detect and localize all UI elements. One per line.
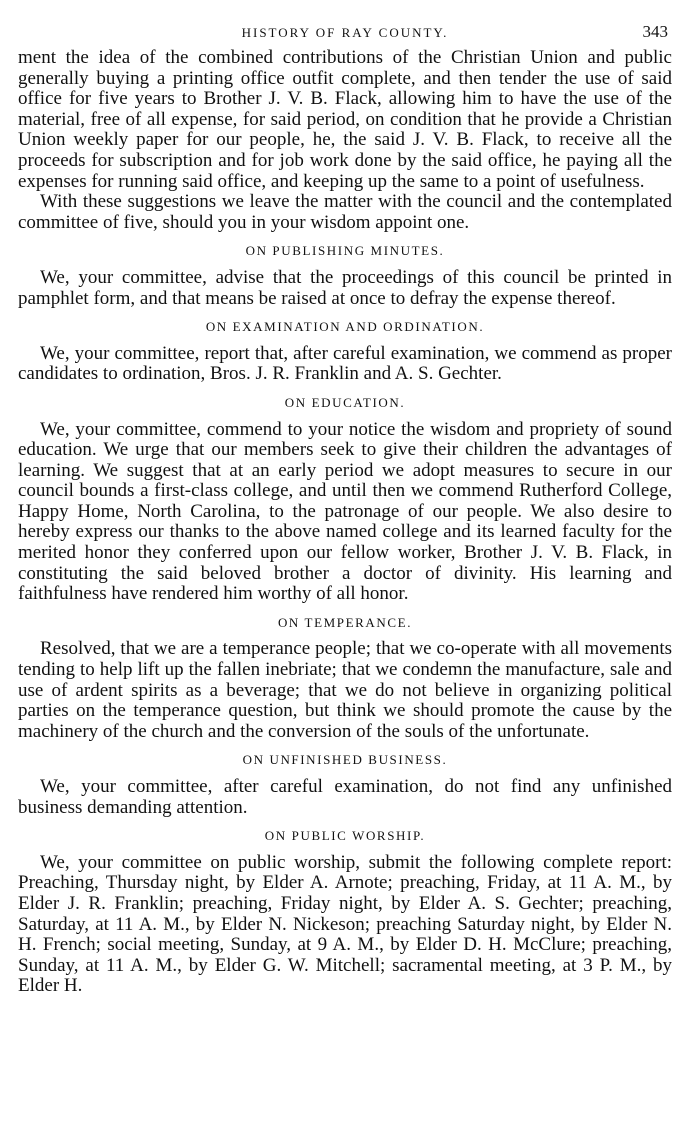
public-worship-paragraph: We, your committee on public worship, submit the following complete report: Preaching, Thursday night, by Elder A. Arnote; preaching, Friday, at 11 A. M., by Elder J. R. Franklin; preaching, Friday night, by Elder A. S. Gechter; preaching, Saturday, at 11 A. M., by Elder N. Nickeson; preaching Saturday night, by Elder N. H. French; social meeting, Sunday, at 9 A. M., by Elder D. H. McClure; preaching, Sunday, at 11 A. M., by Elder G. W. Mitchell; sacramental meeting, at 3 P. M., by Elder H. [18,851,672,997]
section-heading-public-worship: ON PUBLIC WORSHIP. [264,828,426,844]
body-text [18,48,672,997]
page-header [18,22,672,48]
section-heading-education: ON EDUCATION. [284,394,406,410]
examination-paragraph: We, your committee, report that, after careful examination, we commend as proper candidates to ordination, Bros. J. R. Franklin and A. S. Gechter. [18,342,672,385]
continued-paragraph: ment the idea of the combined contributions of the Christian Union and public generally buying a printing office outfit complete, and then tender the use of said office for five years to Brother J. V. B. Flack, allowing him to have the use of the material, free of all expense, for said period, on condition that he provide a Christian Union weekly paper for our people, he, the said J. V. B. Flack, to receive all the proceeds for subscription and for job work done by the said office, he paying all the expenses for running said office, and keeping up the same to a point of usefulness. [18,47,672,192]
unfinished-business-paragraph: We, your committee, after careful examination, do not find any unfinished business demanding attention. [18,776,672,818]
running-title: HISTORY OF RAY COUNTY. [241,25,449,40]
section-heading-temperance: ON TEMPERANCE. [277,614,413,630]
publishing-minutes-paragraph: We, your committee, advise that the proceedings of this council be printed in pamphlet form, and that means be raised at once to defray the expense thereof. [18,266,672,309]
education-paragraph: We, your committee, commend to your notice the wisdom and propriety of sound education. We urge that our members seek to give their children the advantages of learning. We suggest that at an early period we adopt measures to secure in our council bounds a first-class college, and until then we commend Rutherford College, Happy Home, North Carolina, to the patronage of our people. We also desire to hereby express our thanks to the above named college and its learned faculty for the merited honor they conferred upon our fellow worker, Brother J. V. B. Flack, in constituting the said beloved brother a doctor of divinity. His learning and faithfulness have rendered him worthy of all honor. [18,418,672,605]
section-heading-publishing-minutes: ON PUBLISHING MINUTES. [245,243,445,259]
section-heading-examination: ON EXAMINATION AND ORDINATION. [205,319,485,335]
page-number: 343 [642,22,668,41]
suggestions-paragraph: With these suggestions we leave the matter with the council and the contemplated committee of five, should you in your wisdom appoint one. [18,191,672,233]
temperance-paragraph: Resolved, that we are a temperance people; that we co-operate with all movements tending to help lift up the fallen inebriate; that we condemn the manufacture, sale and use of ardent spirits as a beverage; that we do not believe in organizing political parties on the temperance question, but think we should promote the cause by the machinery of the church and the conversion of the souls of the unfortunate. [18,638,672,742]
section-heading-unfinished-business: ON UNFINISHED BUSINESS. [242,752,448,768]
